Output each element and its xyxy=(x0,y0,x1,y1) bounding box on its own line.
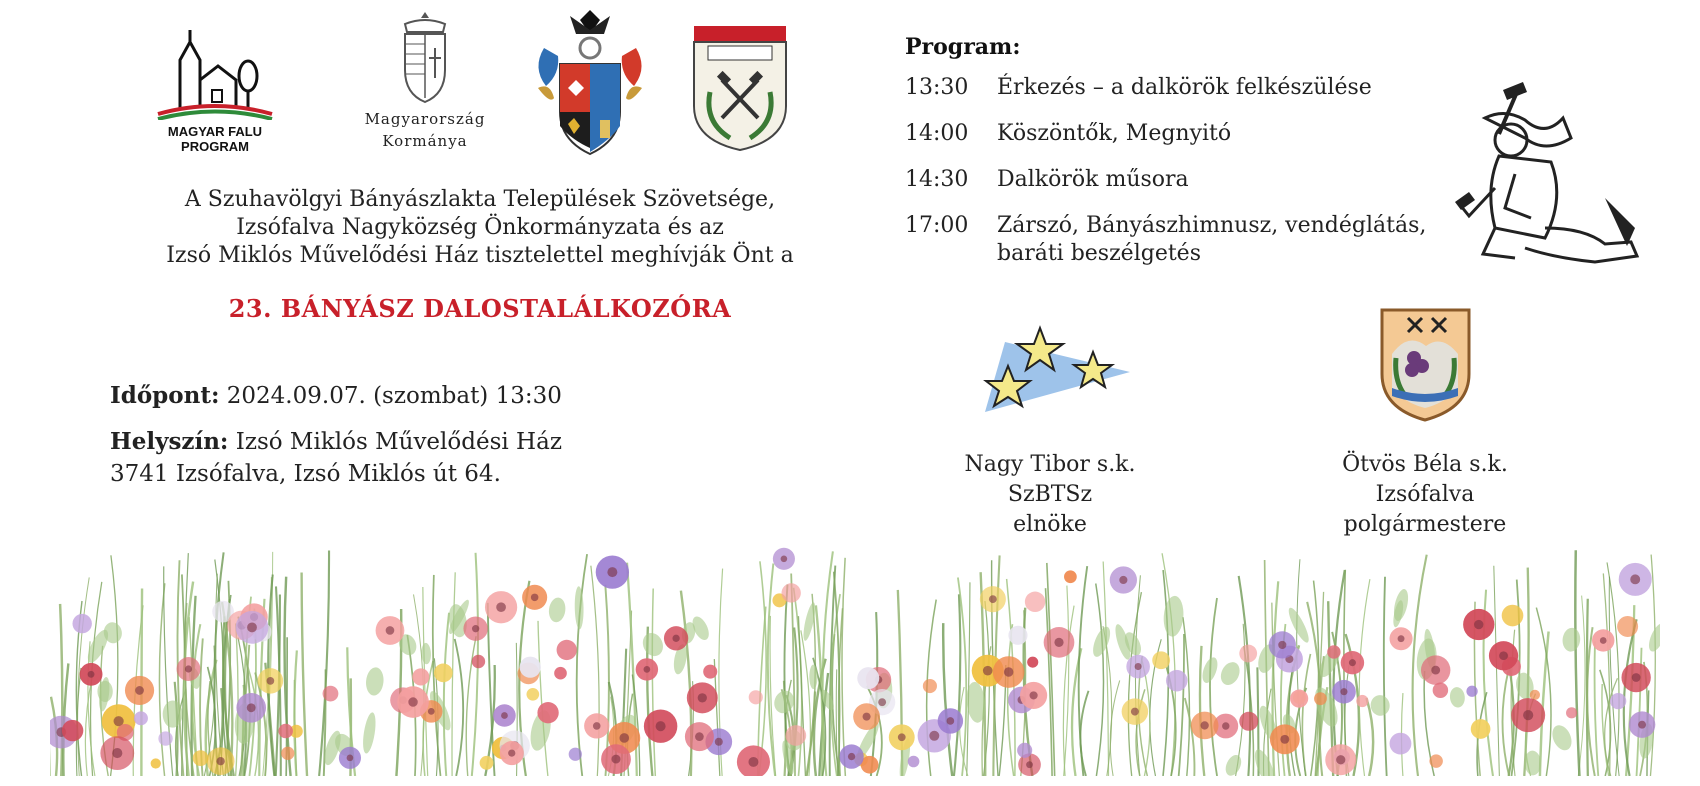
event-title: 23. BÁNYÁSZ DALOSTALÁLKOZÓRA xyxy=(228,294,732,323)
magyar-falu-logo xyxy=(150,20,280,160)
miner-with-hammer-icon xyxy=(1455,78,1645,278)
signature-nagy-tibor xyxy=(930,450,1170,540)
signer-name: Nagy Tibor s.k. xyxy=(964,452,1136,477)
place-row xyxy=(110,426,810,458)
flower-meadow-illustration xyxy=(50,540,1660,776)
falu-logo-line2: PROGRAM xyxy=(181,139,249,154)
event-details xyxy=(110,380,810,490)
program-text: Érkezés – a dalkörök felkészülése xyxy=(997,75,1372,100)
wildflowers-icon xyxy=(50,540,1660,776)
izsofalva-shield xyxy=(1378,304,1473,424)
izsofalva-coat-of-arms xyxy=(530,8,650,158)
stars-logo xyxy=(975,320,1135,420)
program-item xyxy=(905,120,1505,148)
signer-role: polgármestere xyxy=(1343,512,1507,537)
place-label: Helyszín: xyxy=(110,428,229,455)
shield-icon xyxy=(690,22,790,152)
intro-line-2: Izsófalva Nagyközség Önkormányzata és az xyxy=(236,215,724,240)
signer-org: Izsófalva xyxy=(1375,482,1475,507)
program-time: 13:30 xyxy=(905,75,969,100)
signature-otvos-bela xyxy=(1300,450,1550,540)
signer-name: Ötvös Béla s.k. xyxy=(1342,452,1508,477)
program-item xyxy=(905,212,1505,268)
address: 3741 Izsófalva, Izsó Miklós út 64. xyxy=(110,461,501,487)
program-text: Dalkörök műsora xyxy=(997,167,1189,192)
program-time: 17:00 xyxy=(905,213,969,238)
program-item xyxy=(905,74,1505,102)
program-time: 14:30 xyxy=(905,167,969,192)
program-time: 14:00 xyxy=(905,121,969,146)
hungarian-coat-of-arms-icon xyxy=(395,8,455,108)
invitation-text xyxy=(70,186,890,270)
miners-shield-logo xyxy=(690,22,790,152)
date-row xyxy=(110,380,810,412)
program-item xyxy=(905,166,1505,194)
three-stars-icon xyxy=(975,320,1135,420)
intro-line-3: Izsó Miklós Művelődési Ház tisztelettel meghívják Önt a xyxy=(166,243,794,268)
gov-logo-line2: Kormánya xyxy=(382,132,468,150)
program-heading: Program: xyxy=(905,34,1021,60)
signer-org: SzBTSz xyxy=(1007,482,1093,507)
gov-logo-line1: Magyarország xyxy=(364,110,486,128)
program-text: Köszöntők, Megnyitó xyxy=(997,121,1232,146)
program-text-cont: baráti beszélgetés xyxy=(997,241,1201,266)
falu-logo-line1: MAGYAR FALU xyxy=(167,124,263,139)
village-church-icon xyxy=(150,20,280,120)
program-section xyxy=(905,34,1505,268)
program-text: Zárszó, Bányászhimnusz, vendéglátás, xyxy=(997,213,1427,238)
coat-of-arms-icon xyxy=(530,8,650,158)
miner-illustration xyxy=(1455,78,1645,278)
intro-line-1: A Szuhavölgyi Bányászlakta Települések Szövetsége, xyxy=(184,187,776,212)
signer-role: elnöke xyxy=(1013,512,1087,537)
place-value: Izsó Miklós Művelődési Ház xyxy=(235,429,562,455)
date-label: Időpont: xyxy=(110,382,220,409)
date-value: 2024.09.07. (szombat) 13:30 xyxy=(226,383,562,409)
government-logo xyxy=(335,8,515,158)
village-shield-icon xyxy=(1378,304,1473,424)
